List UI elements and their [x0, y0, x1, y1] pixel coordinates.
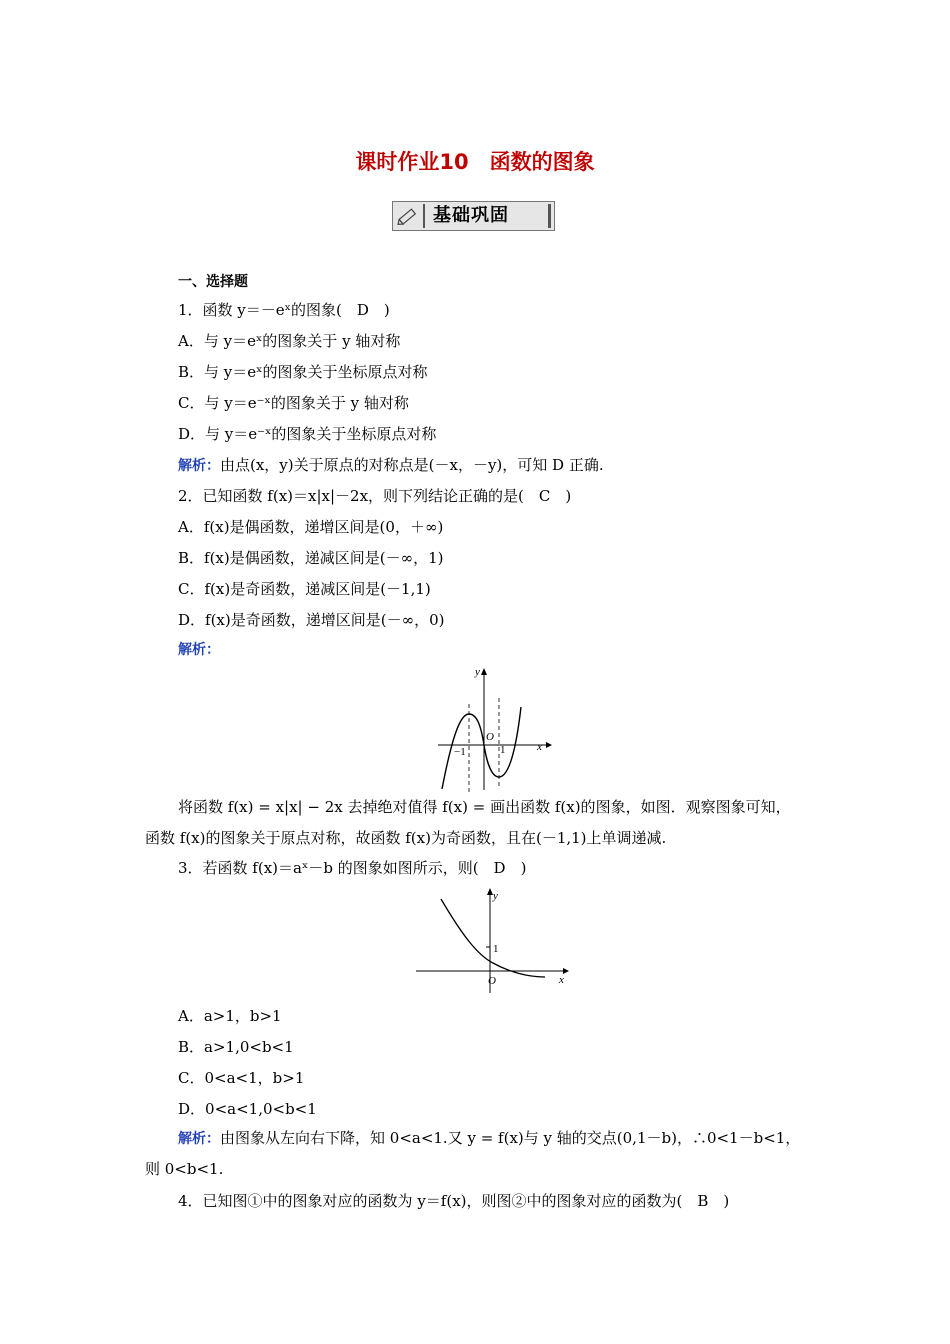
tick-neg1: −1	[454, 746, 466, 758]
section-heading: 一、选择题	[178, 274, 248, 290]
q2-stem: 2．已知函数 f(x)＝x|x|－2x，则下列结论正确的是( C )	[178, 487, 572, 505]
q3-option-d: D．0<a<1,0<b<1	[178, 1100, 317, 1118]
x-label: x	[537, 741, 542, 753]
q4-stem: 4．已知图①中的图象对应的函数为 y＝f(x)，则图②中的图象对应的函数为( B )	[178, 1192, 730, 1210]
q1-stem: 1．函数 y＝－eˣ的图象( D )	[178, 301, 390, 319]
q1-solution-text: 由点(x，y)关于原点的对称点是(－x，－y)，可知 D 正确.	[220, 456, 604, 474]
origin-label: O	[488, 975, 496, 987]
q3-option-c: C．0<a<1，b>1	[178, 1069, 305, 1087]
badge-divider	[548, 204, 551, 228]
page-title: 课时作业10 函数的图象	[355, 150, 595, 174]
q2-option-d: D．f(x)是奇函数，递增区间是(－∞，0)	[178, 611, 445, 629]
q2-option-c: C．f(x)是奇函数，递减区间是(－1,1)	[178, 580, 431, 598]
x-axis-arrow	[546, 742, 552, 748]
q2-graph-figure	[435, 662, 555, 794]
x-label: x	[559, 974, 564, 986]
y-label: y	[493, 890, 498, 902]
solution-label: 解析：	[178, 1131, 220, 1147]
q3-stem: 3．若函数 f(x)＝aˣ－b 的图象如图所示，则( D )	[178, 859, 527, 877]
q3-solution-line2: 则 0<b<1.	[145, 1160, 224, 1178]
q1-option-b: B．与 y＝eˣ的图象关于坐标原点对称	[178, 363, 428, 381]
q3-solution	[178, 1128, 800, 1149]
q3-option-a: A．a>1，b>1	[178, 1007, 282, 1025]
q2-option-b: B．f(x)是偶函数，递减区间是(－∞，1)	[178, 549, 444, 567]
x-axis-arrow	[563, 968, 569, 974]
one-label: 1	[493, 943, 499, 955]
q3-solution-text: 由图象从左向右下降，知 0<a<1.又 y = f(x)与 y 轴的交点(0,1－b)，∴0<1－b<1，	[220, 1129, 801, 1147]
origin-label: O	[486, 731, 494, 743]
solution-label: 解析：	[178, 458, 220, 474]
tick-1: 1	[500, 744, 506, 756]
q1-option-c: C．与 y＝e⁻ˣ的图象关于 y 轴对称	[178, 394, 409, 412]
q2-solution-line1: 将函数 f(x) = x|x| − 2x 去掉绝对值得 f(x) = 画出函数 f(x)的图象，如图．观察图象可知，	[178, 798, 791, 816]
q3-graph-figure	[413, 885, 573, 995]
q1-solution	[178, 455, 604, 476]
y-axis-arrow	[481, 668, 487, 675]
q2-option-a: A．f(x)是偶函数，递增区间是(0，＋∞)	[178, 518, 444, 536]
pencil-icon	[395, 204, 425, 228]
y-label: y	[475, 666, 480, 678]
q1-option-a: A．与 y＝eˣ的图象关于 y 轴对称	[178, 332, 401, 350]
section-badge	[392, 201, 555, 231]
badge-label: 基础巩固	[433, 205, 509, 226]
q2-solution-label: 解析：	[178, 642, 220, 658]
q1-option-d: D．与 y＝e⁻ˣ的图象关于坐标原点对称	[178, 425, 437, 443]
function-curve	[441, 899, 545, 977]
q3-option-b: B．a>1,0<b<1	[178, 1038, 294, 1056]
q2-solution-line2: 函数 f(x)的图象关于原点对称，故函数 f(x)为奇函数，且在(－1,1)上单调递减.	[145, 829, 667, 847]
